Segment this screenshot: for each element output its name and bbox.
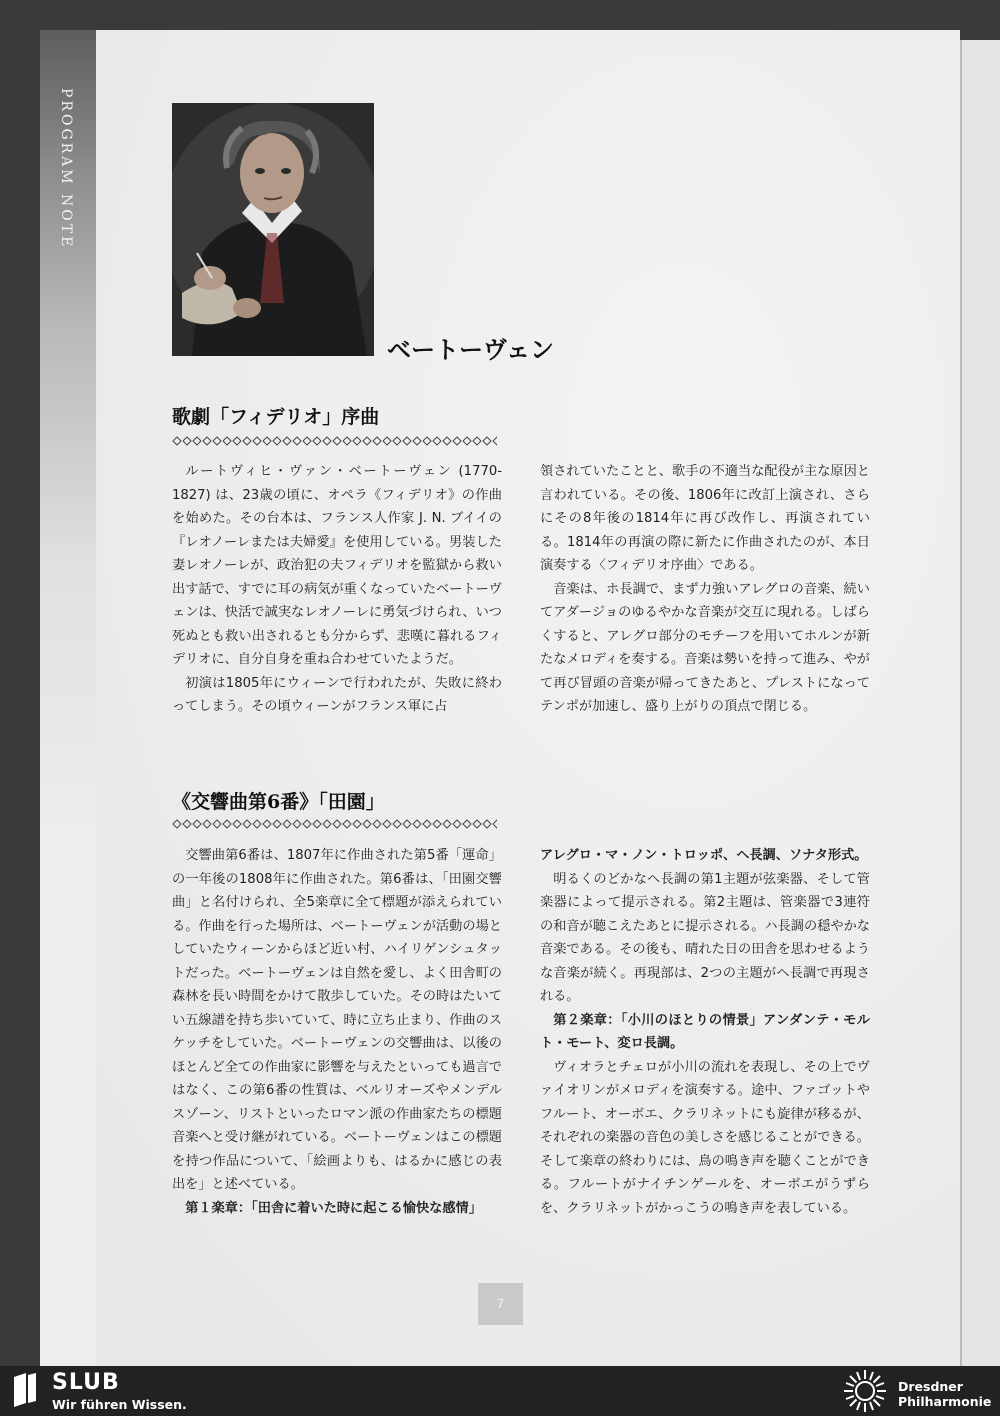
page-number: 7 <box>478 1283 523 1325</box>
program-note-label <box>58 88 78 288</box>
section1-title: 歌劇「フィデリオ」序曲 <box>172 406 380 428</box>
movement2-heading: 第２楽章：「小川のほとりの情景」アンダンテ・モルト・モート、変ロ長調。 <box>540 1012 870 1051</box>
paragraph: 音楽は、ホ長調で、まず力強いアレグロの音楽、続いてアダージョのゆるやかな音楽が交互に現れる。しばらくすると、アレグロ部分のモチーフを用いてホルンが新たなメロディを奏する。音楽は勢いを持って進み、やがて再び冒頭の音楽が帰ってきたあと、プレストになってテンポが加速し、盛り上がりの頂点で閉じる。 <box>540 581 870 714</box>
slub-tagline: Wir führen Wissen. <box>52 1397 187 1412</box>
section2-title: 《交響曲第6番》「田園」 <box>172 791 385 813</box>
beethoven-portrait <box>172 103 374 356</box>
dresdner-philharmonie-logo-icon <box>842 1368 888 1414</box>
paragraph: ヴィオラとチェロが小川の流れを表現し、その上でヴァイオリンがメロディを演奏する。途中、ファゴットやフルート、オーボエ、クラリネットにも旋律が移るが、それぞれの楽器の音色の美しさを感じることができる。そして楽章の終わりには、鳥の鳴き声を聴くことができる。フルートがナイチンゲールを、オーボエがうずらを、クラリネットがかっこうの鳴き声を表している。 <box>540 1059 870 1216</box>
composer-name: ベートーヴェン <box>387 335 555 364</box>
paragraph: 明るくのどかなヘ長調の第1主題が弦楽器、そして管楽器によって提示される。第2主題は、管楽器で3連符の和音が聴こえたあとに提示される。ハ長調の穏やかな音楽である。その後も、晴れた日の田舎を思わせるような音楽が続く。再現部は、2つの主題がヘ長調で再現される。 <box>540 871 870 1004</box>
next-page-edge <box>960 40 1000 1366</box>
section1-divider <box>172 436 497 446</box>
slub-book-icon <box>12 1373 38 1407</box>
section2-column-right <box>540 844 870 1220</box>
dp-line2: Philharmonie <box>898 1394 992 1409</box>
movement1-tempo: アレグロ・マ・ノン・トロッポ、ヘ長調、ソナタ形式。 <box>540 848 868 863</box>
movement1-heading: 第１楽章：「田舎に着いた時に起こる愉快な感情」 <box>185 1200 482 1216</box>
dp-line1: Dresdner <box>898 1379 963 1394</box>
program-note-text: PROGRAM NOTE <box>58 88 74 250</box>
section1-column-right <box>540 460 870 719</box>
section1-column-left <box>172 460 502 719</box>
dresdner-philharmonie-text <box>898 1379 991 1409</box>
paragraph: ルートヴィヒ・ヴァン・ベートーヴェン (1770-1827) は、23歳の頃に、オペラ《フィデリオ》の作曲を始めた。その台本は、フランス人作家 J. N. ブイイの『レオノーレまたは夫婦愛』を使用している。男装した妻レオノーレが、政治犯の夫フィデリオを監獄から救い出す話で、すでに耳の病気が重くなっていたベートーヴェンは、快活で誠実なレオノーレに勇気づけられ、いつ死ぬとも救い出されるとも分からず、悲嘆に暮れるフィデリオに、自分自身を重ね合わせていたようだ。 <box>172 464 502 667</box>
paragraph: 領されていたことと、歌手の不適当な配役が主な原因と言われている。その後、1806年に改訂上演され、さらにその8年後の1814年に再び改作し、再演されている。1814年の再演の際に新たに作曲されたのが、本日演奏する〈フィデリオ序曲〉である。 <box>540 464 870 573</box>
section2-column-left <box>172 844 502 1220</box>
section2-divider <box>172 819 497 829</box>
paragraph: 交響曲第6番は、1807年に作曲された第5番「運命」の一年後の1808年に作曲された。第6番は、「田園交響曲」と名付けられ、全5楽章に全て標題が添えられている。作曲を行った場所は、ベートーヴェンが活動の場としていたウィーンからほど近い村、ハイリゲンシュタットだった。ベートーヴェンは自然を愛し、よく田舎町の森林を長い時間をかけて散歩していた。その時はたいてい五線譜を持ち歩いていて、時に立ち止まり、作曲のスケッチをしていた。ベートーヴェンの交響曲は、以後のほとんど全ての作曲家に影響を与えたといっても過言ではなく、この第6番の性質は、ベルリオーズやメンデルスゾーン、リストといったロマン派の作曲家たちの標題音楽へと受け継がれている。ベートーヴェンはこの標題を持つ作品について、「絵画よりも、はるかに感じの表出を」と述べている。 <box>172 848 502 1192</box>
slub-logo-text: SLUB <box>52 1370 120 1395</box>
paragraph: 初演は1805年にウィーンで行われたが、失敗に終わってしまう。その頃ウィーンがフランス軍に占 <box>172 675 502 714</box>
